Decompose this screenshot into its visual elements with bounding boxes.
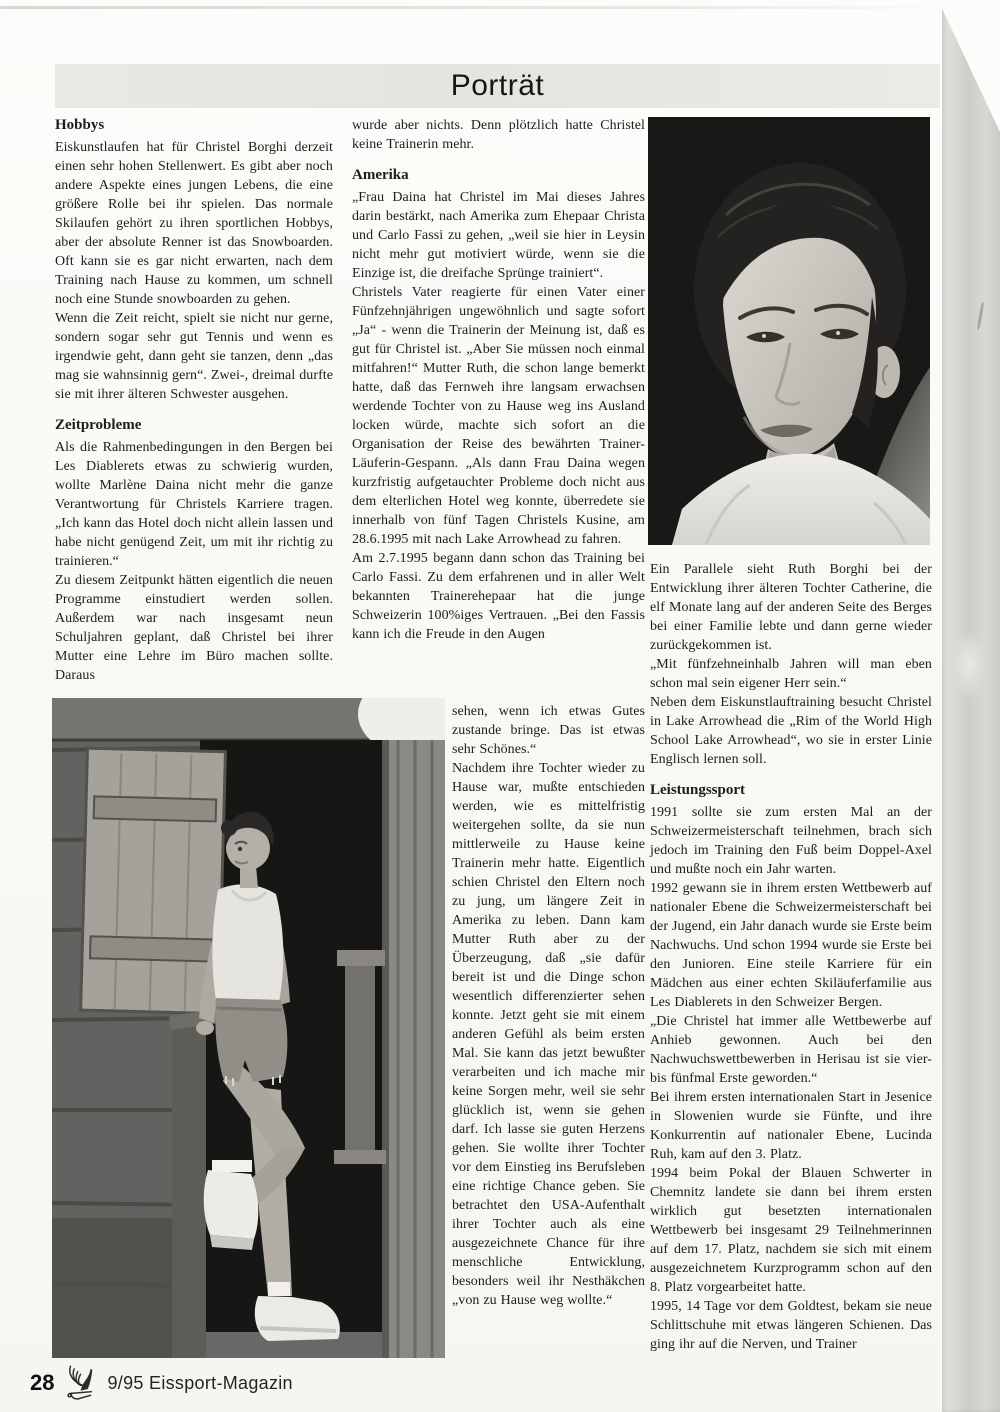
page-title: Porträt — [450, 69, 545, 102]
article-paragraph: sehen, wenn ich etwas Gutes zustande bringe. Das ist etwas sehr Schönes.“ — [452, 704, 645, 757]
winged-skate-logo — [65, 1364, 96, 1403]
column-left — [55, 116, 333, 685]
article-paragraph: „Die Christel hat immer alle Wettbewerbe auf Anhieb gewonnen. Auch bei den Nachwuchswettbewerben in Herisau ist sie vier- bis fünfmal Erste geworden.“ — [650, 1014, 932, 1086]
article-paragraph: Wenn die Zeit reicht, spielt sie nicht nur gerne, sondern sogar sehr gut Tennis und wenn es irgendwie geht, dann geht sie tanzen, denn „das mag sie wahnsinnig gern“. Zwei-, dreimal durfte sie mit ihrer älteren Schwester ausgehen. — [55, 311, 333, 402]
page-corner-curl — [938, 0, 1000, 132]
scan-edge-highlight — [952, 630, 986, 700]
article-paragraph: Als die Rahmenbedingungen in den Bergen bei Les Diablerets etwas zu schwierig wurden, wollte Marlène Daina nicht mehr die ganze Verantwortung für Christels Karriere tragen. „Ich kann das Hotel doch nicht allein lassen und habe nicht genügend Zeit, um mit ihr richtig zu trainieren.“ — [55, 440, 333, 569]
column-right — [650, 560, 932, 1354]
section-heading-leistungssport: Leistungssport — [650, 782, 746, 798]
section-heading-zeitprobleme: Zeitprobleme — [55, 417, 142, 433]
article-paragraph: 1992 gewann sie in ihrem ersten Wettbewerb auf nationaler Ebene die Schweizermeisterschaft bei der Jugend, ein Jahr danach wurde sie Erste beim Nachwuchs. Und schon 1994 wurde sie Erste bei den Junioren. Eine steile Karriere für ein Mädchen aus einer echten Skiläuferfamilie aus Les Diablerets in den Schweizer Bergen. — [650, 881, 933, 1010]
article-paragraph: Zu diesem Zeitpunkt hätten eigentlich die neuen Programme einstudiert werden sollen. Außerdem war nach insgesamt neun Schuljahren geplant, daß Christel bei ihrer Mutter eine Lehre im Büro machen sollte. Daraus — [55, 573, 333, 683]
article-paragraph: wurde aber nichts. Denn plötzlich hatte Christel keine Trainerin mehr. — [352, 118, 645, 152]
column-middle-narrow — [452, 702, 645, 1310]
page-title-band — [55, 64, 940, 108]
section-heading-amerika: Amerika — [352, 167, 409, 183]
portrait-photo — [648, 117, 930, 545]
article-paragraph: 1995, 14 Tage vor dem Goldtest, bekam sie neue Schlittschuhe mit etwas längeren Schienen. Das ging ihr auf die Nerven, und Trainer — [650, 1299, 932, 1352]
article-paragraph: Nachdem ihre Tochter wieder zu Hause war, mußte entschieden werden, wie es mittelfristig weitergehen sollte, da sie nun mittlerweile zu Hause keine Trainerin mehr hatte. Eigentlich schien Christel den Eltern noch zu jung, um längere Zeit in Amerika zu leben. Dann kam Mutter Ruth aber zu der Überzeugung, daß „sie dafür bereit ist und die Dinge schon wesentlich differenzierter sehen konnte. Jetzt geht sie mit einem anderen Gefühl als beim ersten Mal. Sie kann das jetzt bewußter verarbeiten und ich mache mir keine Sorgen mehr, weil sie sehr glücklich ist, wenn sie gehen darf. Ich lasse sie guten Herzens gehen. Sie wollte ihrer Tochter vor dem Einstieg ins Berufsleben eine richtige Chance geben. Sie betrachtet den USA-Aufenthalt ihrer Tochter auch als eine ausgezeichnete Chance für ihre menschliche Entwicklung, besonders weil ihr Nesthäkchen „von zu Hause weg wollte.“ — [452, 761, 645, 1308]
article-paragraph: „Mit fünfzehneinhalb Jahren will man eben schon mal sein eigener Herr sein.“ — [650, 657, 932, 691]
scan-top-edge-shadow — [0, 6, 962, 9]
page-number: 28 — [30, 1370, 55, 1395]
magazine-credit: 9/95 Eissport-Magazin — [107, 1372, 293, 1393]
section-heading-hobbys: Hobbys — [55, 117, 105, 133]
article-paragraph: 1991 sollte sie zum ersten Mal an der Schweizermeisterschaft teilnehmen, brach sich jedoch im Training den Fuß beim Doppel-Axel und mußte noch ein Jahr warten. — [650, 805, 932, 877]
article-paragraph: „Frau Daina hat Christel im Mai dieses Jahres darin bestärkt, nach Amerika zum Ehepaar Christa und Carlo Fassi zu gehen, „weil sie hier in Leysin nicht mehr gut motiviert würde, wenn sie die Einzige ist, die dreifache Sprünge trainiert“. — [352, 190, 645, 281]
column-middle — [352, 116, 645, 644]
page-footer — [30, 1360, 293, 1406]
doorway-photo — [52, 698, 445, 1358]
article-paragraph: Neben dem Eiskunstlauftraining besucht Christel in Lake Arrowhead die „Rim of the World High School Lake Arrowhead“, wo sie in erster Linie Englisch lernen soll. — [650, 695, 932, 767]
article-paragraph: Ein Parallele sieht Ruth Borghi bei der Entwicklung ihrer älteren Tochter Catherine, die elf Monate lang auf der anderen Seite des Berges bei einer Familie lebte und dann gerne wieder zurückgekommen ist. — [650, 562, 932, 653]
article-paragraph: Bei ihrem ersten internationalen Start in Jesenice in Slowenien wurde sie Fünfte, und ihre Konkurrentin auf nationaler Ebene, Lucinda Ruh, kam auf den 3. Platz. — [650, 1090, 932, 1162]
article-paragraph: Eiskunstlaufen hat für Christel Borghi derzeit einen sehr hohen Stellenwert. Es gibt aber noch andere Aspekte eines jungen Lebens, die eine größere Rolle bei ihr spielen. Das normale Skilaufen gehört zu ihren sportlichen Hobbys, aber der absolute Renner ist das Snowboarden. Oft kann sie es gar nicht erwarten, nach dem Training nach Hause zu kommen, um schnell noch eine Stunde snowboarden zu gehen. — [55, 140, 333, 307]
scan-right-page-edge — [942, 0, 1000, 1412]
article-paragraph: Christels Vater reagierte für einen Vater einer Fünfzehnjährigen ungewöhnlich und sagte sofort „Ja“ - wenn die Trainerin der Meinung ist, daß es gut für Christel ist. „Aber Sie müssen noch einmal mitfahren!“ Mutter Ruth, die schon lange bemerkt hatte, daß das Fernweh ihre langsam erwachsen werdende Tochter von zu Hause weg ins Ausland locken würde, machte sich sofort an die Organisation der Reise des bewährten Trainer-Läuferin-Gespann. „Als dann Frau Daina wegen kurzfristig aufgetauchter Probleme doch nicht aus dem elterlichen Hotel weg konnte, überredete sie innerhalb von fünf Tagen Christels Kusine, am 28.6.1995 mit nach Lake Arrowhead zu fahren. — [352, 285, 645, 547]
article-paragraph: 1994 beim Pokal der Blauen Schwerter in Chemnitz landete sie dann bei ihrem ersten wirklich gut besetzten internationalen Wettbewerb bei insgesamt 29 Teilnehmerinnen auf dem 17. Platz, nachdem sie sich mit einem ausgezeichnetem Kurzprogramm schon auf den 8. Platz vorgearbeitet hatte. — [650, 1166, 932, 1295]
article-paragraph: Am 2.7.1995 begann dann schon das Training bei Carlo Fassi. Zu dem erfahrenen und in aller Welt bekannten Trainerehepaar hat die junge Schweizerin 100%iges Vertrauen. „Bei den Fassis kann ich die Freude in den Augen — [352, 551, 645, 642]
